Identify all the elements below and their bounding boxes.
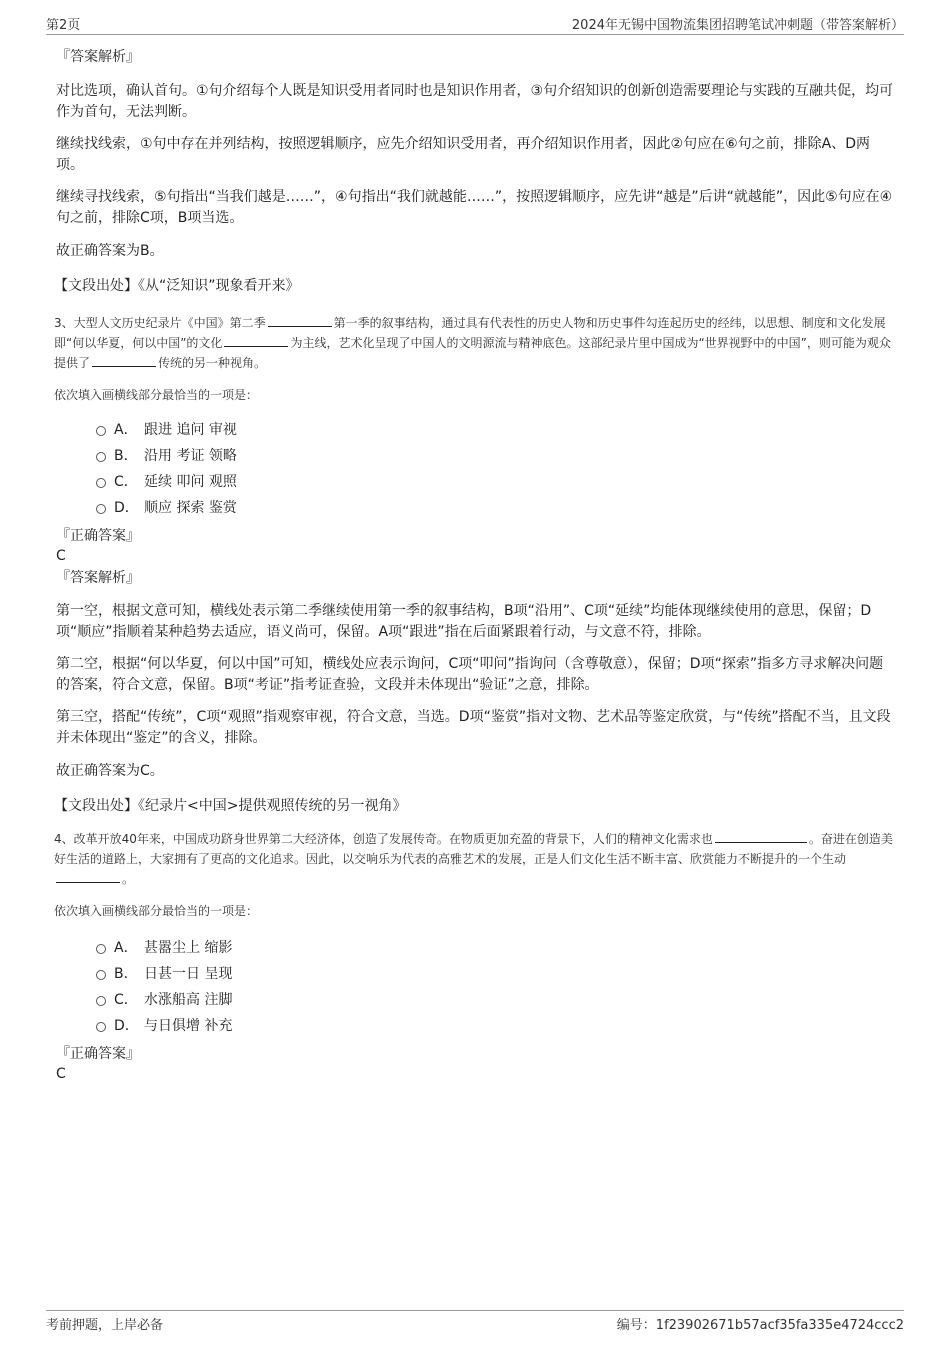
q3-analysis-p2: 第二空，根据“何以华夏，何以中国”可知，横线处应表示询问，C项“叩问”指询问（含尊敬意），保留；D项“探索”指多方寻求解决问题的答案，符合文意，保留。B项“考证”指考证查验，文段并未体现出“验证”之意，排除。 bbox=[56, 656, 884, 693]
radio-icon[interactable] bbox=[96, 426, 106, 436]
footer-slogan: 考前押题，上岸必备 bbox=[46, 1318, 164, 1333]
q4-option-d[interactable]: D． 与日俱增 补充 bbox=[96, 1013, 896, 1039]
q2-conclusion: 故正确答案为B。 bbox=[56, 243, 164, 259]
document-title: 2024年无锡中国物流集团招聘笔试冲刺题（带答案解析） bbox=[571, 18, 904, 33]
radio-icon[interactable] bbox=[96, 996, 106, 1006]
q3-instruction: 依次填入画横线部分最恰当的一项是： bbox=[54, 388, 259, 402]
page-number: 第2页 bbox=[46, 18, 81, 33]
blank-1 bbox=[268, 313, 332, 327]
page-header bbox=[46, 14, 904, 35]
page-content bbox=[56, 44, 896, 1083]
q3-source: 【文段出处】《纪录片<中国>提供观照传统的另一视角》 bbox=[54, 798, 407, 814]
radio-icon[interactable] bbox=[96, 1022, 106, 1032]
q4-option-c[interactable]: C． 水涨船高 注脚 bbox=[96, 987, 896, 1013]
q3-question-text: 3、大型人文历史纪录片《中国》第二季 第一季的叙事结构，通过具有代表性的历史人物和历史事件勾连起历史的经纬，以思想、制度和文化发展即“何以华夏，何以中国”的文化 为主线，艺术化呈现了中国人的文明源流与精神底色。这部纪录片里中国成为“世界视野中的中国”，则可能为观众提供了 传统的另一种视角。 bbox=[54, 313, 896, 373]
q4-option-b[interactable]: B． 日甚一日 呈现 bbox=[96, 961, 896, 987]
q4-question-text: 4、改革开放40年来，中国成功跻身世界第二大经济体，创造了发展传奇。在物质更加充盈的背景下，人们的精神文化需求也 。奋进在创造美好生活的道路上，大家拥有了更高的文化追求。因此，以交响乐为代表的高雅艺术的发展，正是人们文化生活不断丰富、欣赏能力不断提升的一个生动。 bbox=[54, 829, 896, 889]
q3-analysis-heading: 『答案解析』 bbox=[56, 570, 140, 586]
q4-instruction: 依次填入画横线部分最恰当的一项是： bbox=[54, 904, 259, 918]
q3-analysis-p1: 第一空，根据文意可知，横线处表示第二季继续使用第一季的叙事结构，B项“沿用”、C项“延续”均能体现继续使用的意思，保留；D项“顺应”指顺着某种趋势去适应，语义尚可，保留。A项“跟进”指在后面紧跟着行动，与文意不符，排除。 bbox=[56, 603, 872, 640]
q2-source: 【文段出处】《从“泛知识”现象看开来》 bbox=[54, 278, 300, 294]
radio-icon[interactable] bbox=[96, 452, 106, 462]
q3-option-a[interactable]: A． 跟进 追问 审视 bbox=[96, 417, 896, 443]
page-footer bbox=[46, 1310, 904, 1334]
q2-analysis-p1: 对比选项，确认首句。①句介绍每个人既是知识受用者同时也是知识作用者，③句介绍知识的创新创造需要理论与实践的互融共促，均可作为首句，无法判断。 bbox=[56, 83, 894, 120]
blank-1 bbox=[715, 829, 807, 843]
q4-correct-heading: 『正确答案』 bbox=[56, 1046, 140, 1062]
q2-analysis-p2: 继续找线索，①句中存在并列结构，按照逻辑顺序，应先介绍知识受用者，再介绍知识作用者，因此②句应在⑥句之前，排除A、D两项。 bbox=[56, 136, 871, 173]
q3-option-b[interactable]: B． 沿用 考证 领略 bbox=[96, 443, 896, 469]
blank-3 bbox=[92, 353, 156, 367]
q4-options bbox=[96, 935, 896, 1039]
q3-option-c[interactable]: C． 延续 叩问 观照 bbox=[96, 469, 896, 495]
q3-conclusion: 故正确答案为C。 bbox=[56, 763, 164, 779]
q4-correct-answer: C bbox=[56, 1066, 66, 1082]
radio-icon[interactable] bbox=[96, 478, 106, 488]
q3-correct-heading: 『正确答案』 bbox=[56, 528, 140, 544]
q3-analysis-p3: 第三空，搭配“传统”，C项“观照”指观察审视，符合文意，当选。D项“鉴赏”指对文物、艺术品等鉴定欣赏，与“传统”搭配不当，且文段并未体现出“鉴定”的含义，排除。 bbox=[56, 709, 891, 746]
q3-option-d[interactable]: D． 顺应 探索 鉴赏 bbox=[96, 495, 896, 521]
document-code: 编号：1f23902671b57acf35fa335e4724ccc2 bbox=[616, 1318, 904, 1333]
q3-options bbox=[96, 417, 896, 521]
q4-option-a[interactable]: A． 甚嚣尘上 缩影 bbox=[96, 935, 896, 961]
q3-correct-answer: C bbox=[56, 548, 66, 564]
radio-icon[interactable] bbox=[96, 944, 106, 954]
radio-icon[interactable] bbox=[96, 504, 106, 514]
blank-2 bbox=[56, 869, 120, 883]
radio-icon[interactable] bbox=[96, 970, 106, 980]
q2-analysis-heading: 『答案解析』 bbox=[56, 49, 140, 65]
blank-2 bbox=[224, 333, 288, 347]
q2-analysis-p3: 继续寻找线索，⑤句指出“当我们越是……”，④句指出“我们就越能……”，按照逻辑顺序，应先讲“越是”后讲“就越能”，因此⑤句应在④句之前，排除C项，B项当选。 bbox=[56, 189, 893, 226]
